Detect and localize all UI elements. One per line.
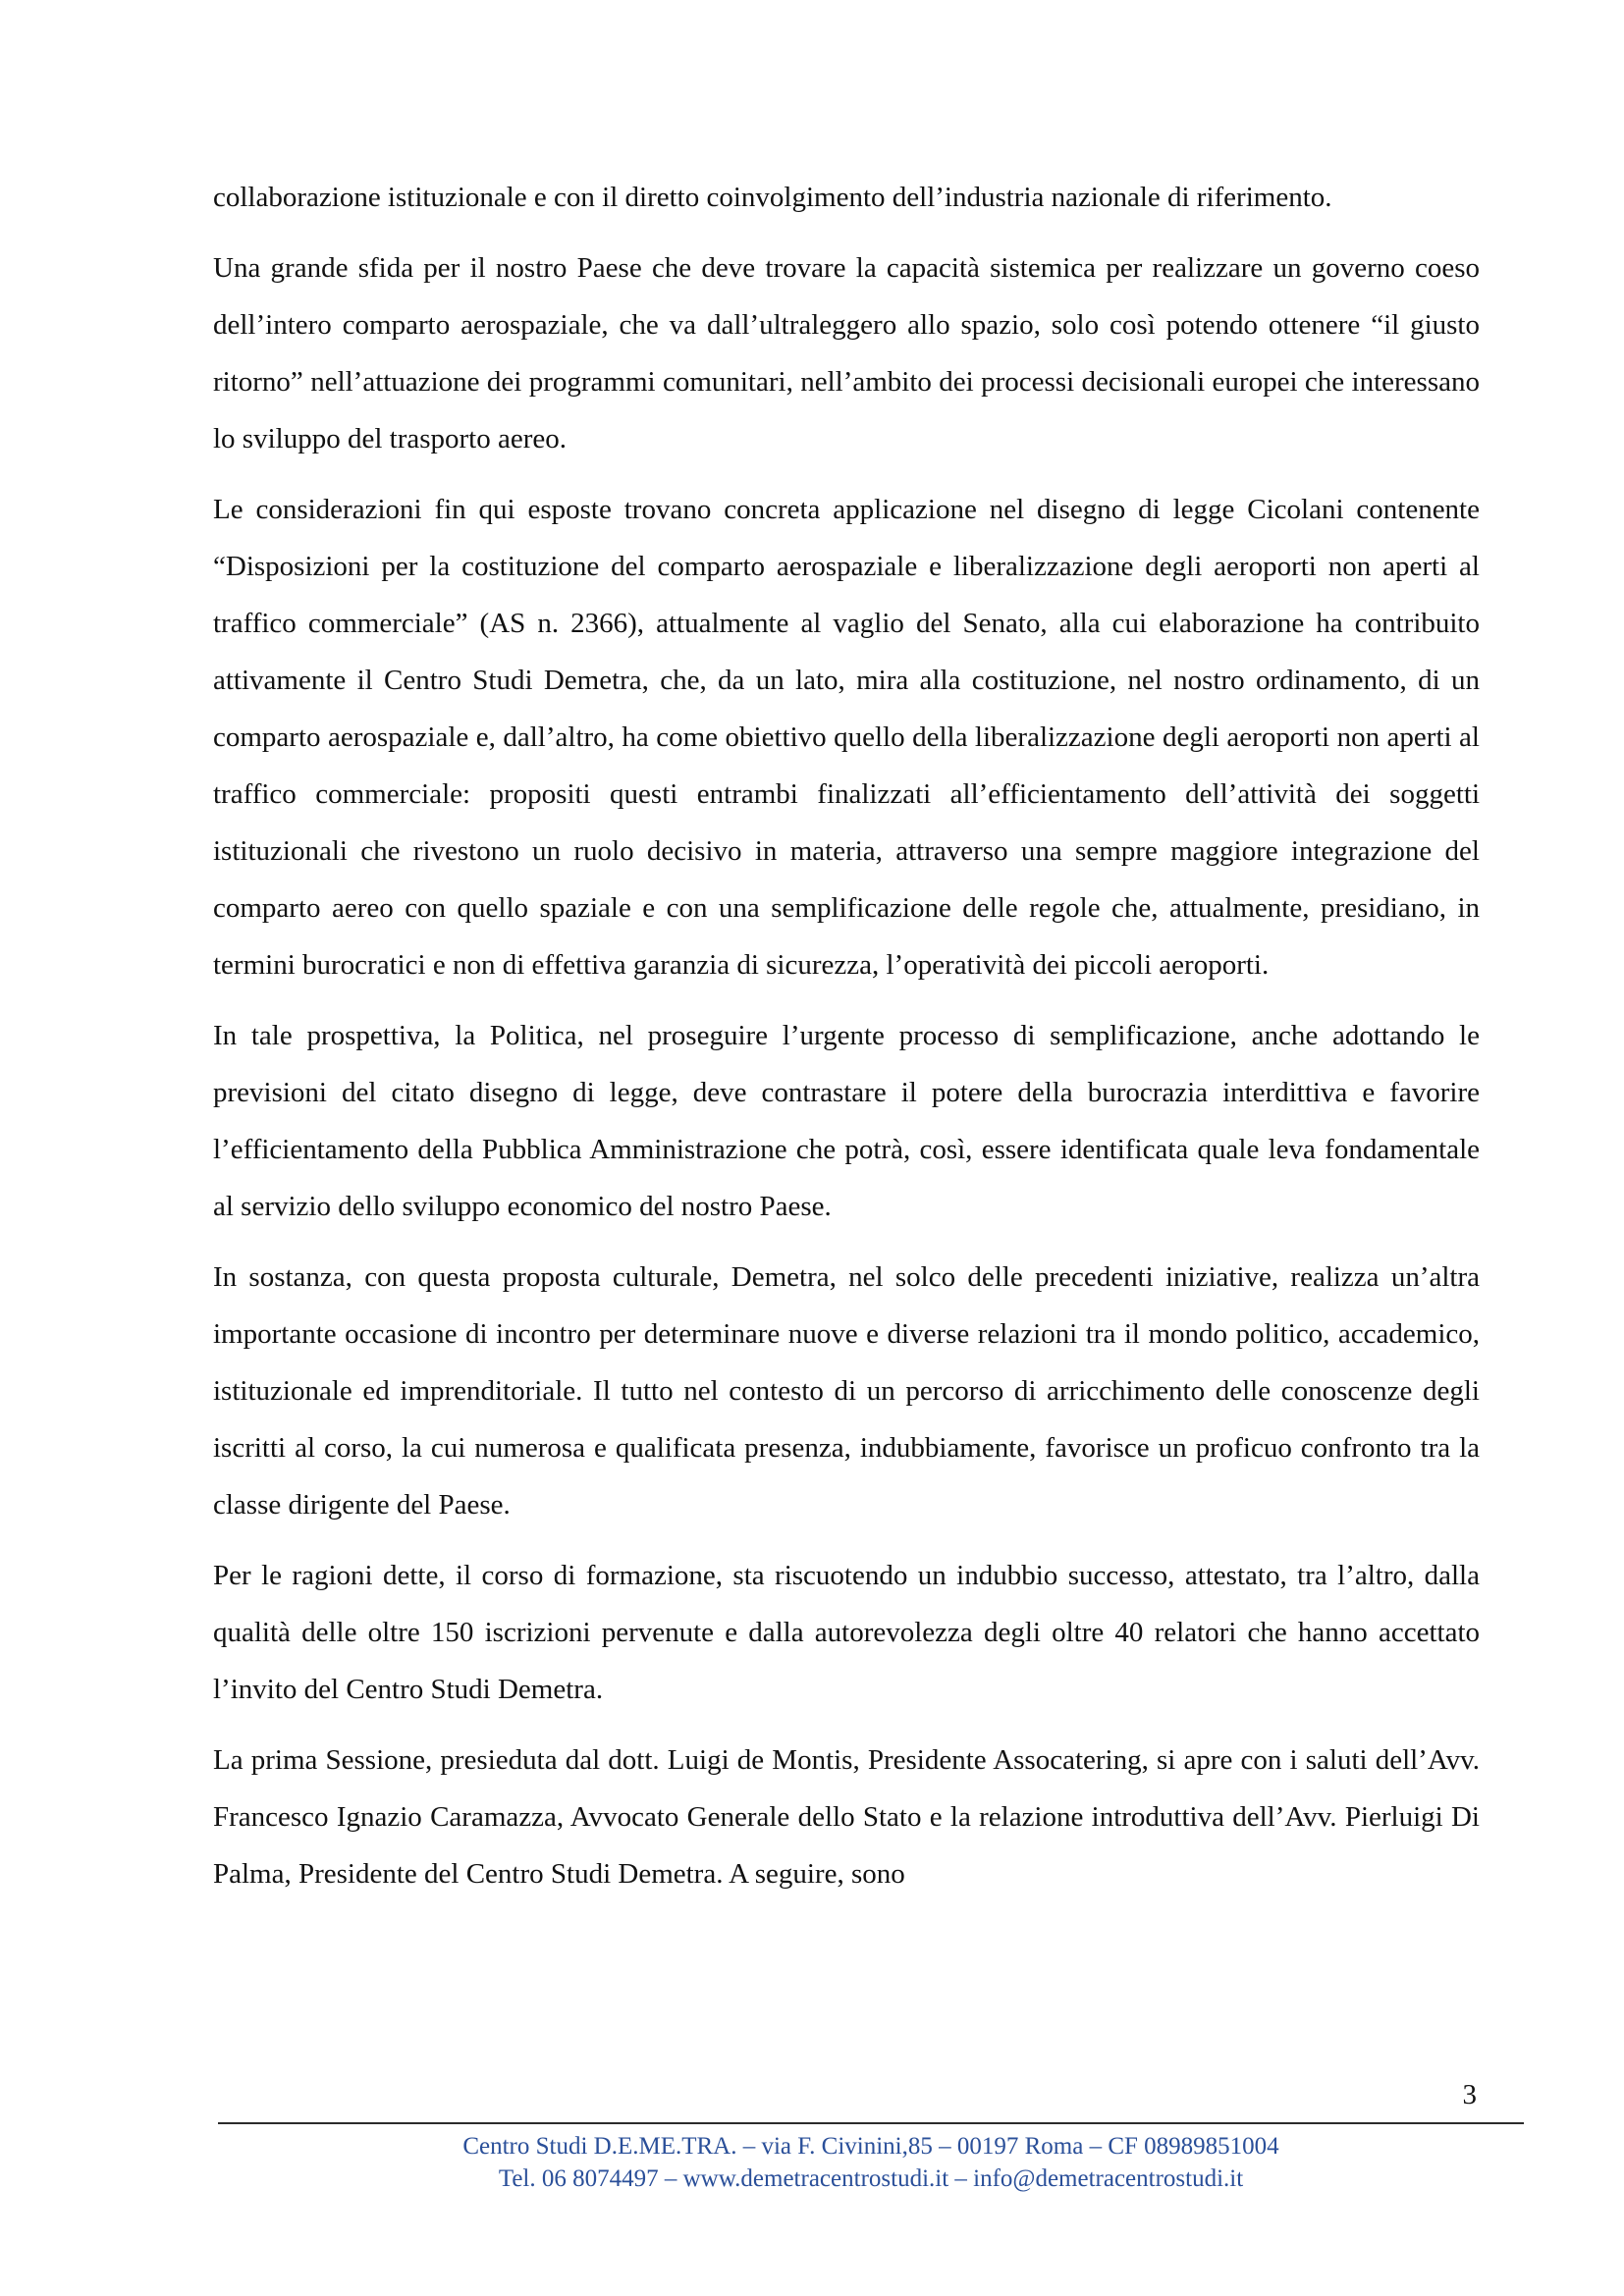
page-footer (218, 2130, 1524, 2195)
paragraph-3: Le considerazioni fin qui esposte trovano concreta applicazione nel disegno di legge Cicolani contenente “Disposizioni per la costituzione del comparto aerospaziale e liberalizzazione degli aeroporti non aperti al traffico commerciale” (AS n. 2366), attualmente al vaglio del Senato, alla cui elaborazione ha contribuito attivamente il Centro Studi Demetra, che, da un lato, mira alla costituzione, nel nostro ordinamento, di un comparto aerospaziale e, dall’altro, ha come obiettivo quello della liberalizzazione degli aeroporti non aperti al traffico commerciale: propositi questi entrambi finalizzati all’efficientamento dell’attività dei soggetti istituzionali che rivestono un ruolo decisivo in materia, attraverso una sempre maggiore integrazione del comparto aereo con quello spaziale e con una semplificazione delle regole che, attualmente, presidiano, in termini burocratici e non di effettiva garanzia di sicurezza, l’operatività dei piccoli aeroporti. (213, 494, 1480, 981)
paragraph-5: In sostanza, con questa proposta culturale, Demetra, nel solco delle precedenti iniziative, realizza un’altra importante occasione di incontro per determinare nuove e diverse relazioni tra il mondo politico, accademico, istituzionale ed imprenditoriale. Il tutto nel contesto di un percorso di arricchimento delle conoscenze degli iscritti al corso, la cui numerosa e qualificata presenza, indubbiamente, favorisce un proficuo confronto tra la classe dirigente del Paese. (213, 1261, 1480, 1521)
paragraph-4: In tale prospettiva, la Politica, nel proseguire l’urgente processo di semplificazione, anche adottando le previsioni del citato disegno di legge, deve contrastare il potere della burocrazia interdittiva e favorire l’efficientamento della Pubblica Amministrazione che potrà, così, essere identificata quale leva fondamentale al servizio dello sviluppo economico del nostro Paese. (213, 1020, 1480, 1222)
footer-contact-line: Tel. 06 8074497 – www.demetracentrostudi.it – info@demetracentrostudi.it (498, 2165, 1244, 2192)
footer-address-line: Centro Studi D.E.ME.TRA. – via F. Civinini,85 – 00197 Roma – CF 08989851004 (462, 2133, 1279, 2160)
document-body (213, 169, 1480, 1916)
footer-divider (218, 2122, 1524, 2124)
page-number: 3 (1462, 2079, 1477, 2110)
paragraph-6: Per le ragioni dette, il corso di formazione, sta riscuotendo un indubbio successo, attestato, tra l’altro, dalla qualità delle oltre 150 iscrizioni pervenute e dalla autorevolezza degli oltre 40 relatori che hanno accettato l’invito del Centro Studi Demetra. (213, 1560, 1480, 1705)
paragraph-2: Una grande sfida per il nostro Paese che deve trovare la capacità sistemica per realizzare un governo coeso dell’intero comparto aerospaziale, che va dall’ultraleggero allo spazio, solo così potendo ottenere “il giusto ritorno” nell’attuazione dei programmi comunitari, nell’ambito dei processi decisionali europei che interessano lo sviluppo del trasporto aereo. (213, 252, 1480, 454)
paragraph-7: La prima Sessione, presieduta dal dott. Luigi de Montis, Presidente Assocatering, si apre con i saluti dell’Avv. Francesco Ignazio Caramazza, Avvocato Generale dello Stato e la relazione introduttiva dell’Avv. Pierluigi Di Palma, Presidente del Centro Studi Demetra. A seguire, sono (213, 1744, 1480, 1890)
paragraph-1: collaborazione istituzionale e con il diretto coinvolgimento dell’industria nazionale di riferimento. (213, 182, 1332, 213)
